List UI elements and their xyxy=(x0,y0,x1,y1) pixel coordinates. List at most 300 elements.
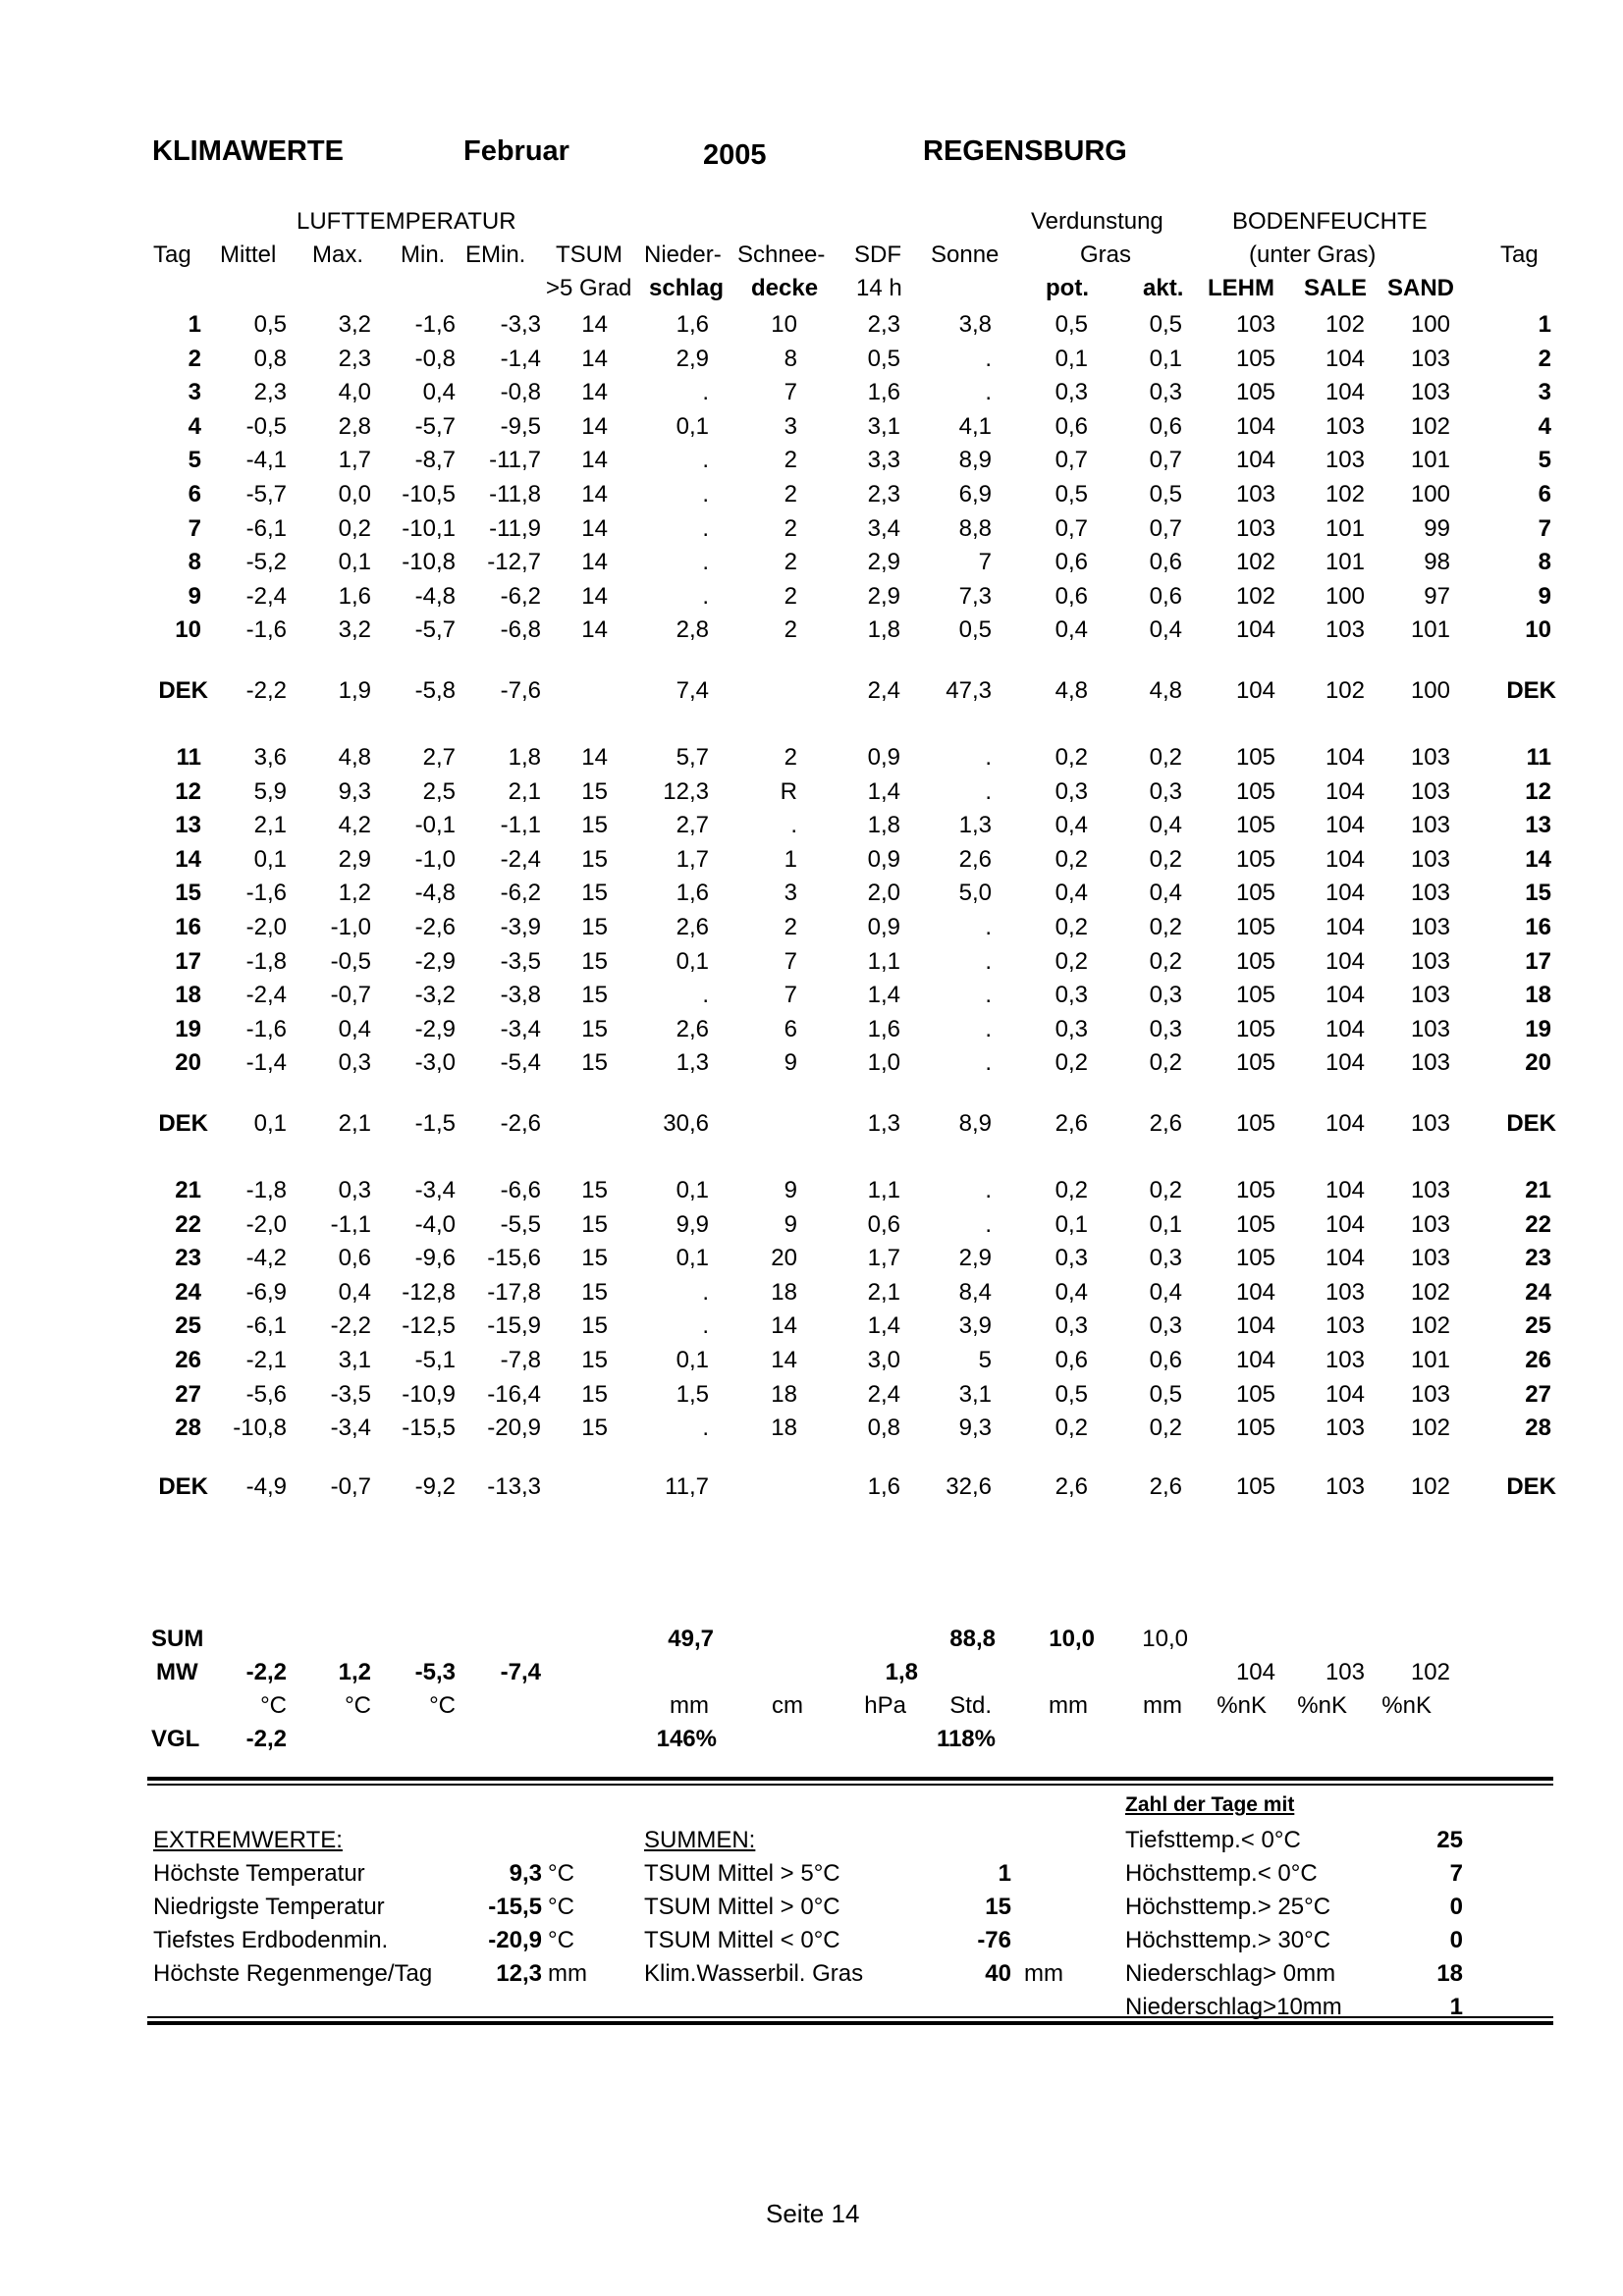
table-cell-lehm: 105 xyxy=(1235,1015,1275,1042)
table-cell-sand: 99 xyxy=(1424,514,1450,542)
table-cell-min: -12,8 xyxy=(402,1278,456,1306)
mw-sdf: 1,8 xyxy=(885,1659,918,1685)
header-pot: pot. xyxy=(1046,275,1089,301)
table-cell-sonne: . xyxy=(985,345,992,372)
table-cell-tag2: 21 xyxy=(1525,1177,1551,1203)
table-cell-lehm: 104 xyxy=(1235,1312,1275,1340)
unit-sand: %nK xyxy=(1381,1692,1432,1719)
table-cell-tag2: 24 xyxy=(1525,1278,1551,1306)
table-cell-schnee: 7 xyxy=(784,379,797,406)
doc-month: Februar xyxy=(463,135,569,167)
extreme-unit: °C xyxy=(548,1894,574,1920)
dekade-cell-tag2: DEK xyxy=(1506,1110,1556,1137)
header-lufttemperatur: LUFTTEMPERATUR xyxy=(297,208,516,235)
table-cell-sand: 101 xyxy=(1410,616,1450,644)
table-cell-min: -0,1 xyxy=(414,812,456,839)
table-cell-max: -2,2 xyxy=(330,1312,371,1340)
sum-item-label: Klim.Wasserbil. Gras xyxy=(644,1960,864,1987)
days-value: 0 xyxy=(1449,1894,1463,1920)
table-cell-tag2: 14 xyxy=(1525,845,1551,873)
mw-sale: 103 xyxy=(1325,1659,1365,1685)
table-cell-sale: 103 xyxy=(1325,447,1365,474)
table-cell-tsum: 15 xyxy=(581,982,608,1009)
table-cell-sale: 103 xyxy=(1325,1278,1365,1306)
table-cell-tsum: 15 xyxy=(581,1245,608,1272)
table-cell-sdf: 2,9 xyxy=(867,582,900,610)
table-cell-nieder: 0,1 xyxy=(676,1347,709,1373)
table-cell-emin: -3,3 xyxy=(500,311,541,338)
mw-min: -5,3 xyxy=(414,1659,456,1685)
table-cell-sale: 101 xyxy=(1325,514,1365,542)
table-cell-sale: 104 xyxy=(1325,845,1365,873)
table-cell-sand: 103 xyxy=(1410,947,1450,975)
table-cell-max: 3,1 xyxy=(338,1347,371,1373)
table-cell-lehm: 105 xyxy=(1235,1210,1275,1238)
dekade-cell-sdf: 1,3 xyxy=(867,1110,900,1137)
table-cell-sonne: 3,1 xyxy=(958,1380,992,1408)
table-cell-lehm: 104 xyxy=(1235,447,1275,474)
table-cell-tag: 13 xyxy=(175,812,201,839)
table-cell-emin: -1,1 xyxy=(500,812,541,839)
table-cell-akt: 0,2 xyxy=(1149,1049,1182,1077)
table-cell-akt: 0,3 xyxy=(1149,1245,1182,1272)
table-cell-max: 4,0 xyxy=(338,379,371,406)
table-cell-sonne: . xyxy=(985,947,992,975)
table-cell-tag: 2 xyxy=(188,345,201,372)
table-cell-tsum: 14 xyxy=(581,582,608,610)
extreme-unit: °C xyxy=(548,1860,574,1887)
table-cell-akt: 0,3 xyxy=(1149,379,1182,406)
table-cell-mittel: -0,5 xyxy=(245,412,287,440)
table-cell-akt: 0,4 xyxy=(1149,616,1182,644)
table-cell-sand: 103 xyxy=(1410,1049,1450,1077)
table-cell-tsum: 15 xyxy=(581,947,608,975)
table-cell-pot: 0,1 xyxy=(1055,1210,1088,1238)
table-cell-sdf: 1,7 xyxy=(867,1245,900,1272)
sum-item-value: 15 xyxy=(985,1894,1011,1920)
table-cell-mittel: -6,9 xyxy=(245,1278,287,1306)
header-sand: SAND xyxy=(1387,275,1455,301)
days-label: Niederschlag>10mm xyxy=(1125,1994,1342,2020)
table-cell-tsum: 14 xyxy=(581,345,608,372)
table-cell-sand: 103 xyxy=(1410,744,1450,771)
table-cell-max: 1,7 xyxy=(338,447,371,474)
table-cell-tag: 15 xyxy=(175,880,201,907)
table-cell-tag2: 22 xyxy=(1525,1210,1551,1238)
table-cell-mittel: -1,8 xyxy=(245,947,287,975)
table-cell-sdf: 0,9 xyxy=(867,845,900,873)
table-cell-schnee: 2 xyxy=(784,447,797,474)
vgl-mittel: -2,2 xyxy=(245,1726,287,1752)
table-cell-mittel: 2,3 xyxy=(253,379,287,406)
table-cell-tag2: 17 xyxy=(1525,947,1551,975)
table-cell-tsum: 14 xyxy=(581,481,608,507)
table-cell-min: 2,5 xyxy=(422,777,456,805)
table-cell-max: 9,3 xyxy=(338,777,371,805)
mw-emin: -7,4 xyxy=(500,1659,541,1685)
table-cell-sdf: 2,3 xyxy=(867,311,900,338)
table-cell-emin: -20,9 xyxy=(487,1415,541,1442)
table-cell-mittel: -1,8 xyxy=(245,1177,287,1203)
table-cell-schnee: 10 xyxy=(771,311,797,338)
table-cell-akt: 0,5 xyxy=(1149,481,1182,507)
table-cell-pot: 0,3 xyxy=(1055,1015,1088,1042)
table-cell-sand: 103 xyxy=(1410,1015,1450,1042)
table-cell-schnee: 2 xyxy=(784,514,797,542)
table-cell-nieder: . xyxy=(702,514,709,542)
table-cell-tsum: 14 xyxy=(581,549,608,576)
table-cell-sdf: 1,8 xyxy=(867,616,900,644)
table-cell-pot: 0,4 xyxy=(1055,1278,1088,1306)
mw-mittel: -2,2 xyxy=(245,1659,287,1685)
sum-item-value: -76 xyxy=(977,1927,1011,1953)
extreme-label: Höchste Temperatur xyxy=(153,1860,365,1887)
header-min: Min. xyxy=(401,241,446,268)
table-cell-sand: 98 xyxy=(1424,549,1450,576)
table-cell-emin: -7,8 xyxy=(500,1347,541,1373)
table-cell-tag2: 25 xyxy=(1525,1312,1551,1340)
table-cell-min: -2,9 xyxy=(414,947,456,975)
table-cell-sale: 104 xyxy=(1325,1210,1365,1238)
table-cell-lehm: 105 xyxy=(1235,1049,1275,1077)
table-cell-akt: 0,6 xyxy=(1149,1347,1182,1373)
table-cell-tag2: 11 xyxy=(1526,744,1551,771)
table-cell-emin: -1,4 xyxy=(500,345,541,372)
table-cell-schnee: 2 xyxy=(784,549,797,576)
table-cell-tag2: 10 xyxy=(1525,616,1551,644)
table-cell-sale: 104 xyxy=(1325,379,1365,406)
table-cell-tag: 19 xyxy=(175,1015,201,1042)
days-value: 7 xyxy=(1449,1860,1463,1887)
header-sonne: Sonne xyxy=(931,241,1000,268)
table-cell-sdf: 1,4 xyxy=(867,982,900,1009)
double-rule-bottom-a xyxy=(147,2016,1553,2018)
table-cell-sale: 104 xyxy=(1325,880,1365,907)
table-cell-akt: 0,5 xyxy=(1149,1380,1182,1408)
table-cell-mittel: -6,1 xyxy=(245,1312,287,1340)
table-cell-schnee: 8 xyxy=(784,345,797,372)
table-cell-sonne: . xyxy=(985,914,992,940)
table-cell-min: -3,4 xyxy=(414,1177,456,1203)
dekade-cell-mittel: -2,2 xyxy=(245,677,287,704)
table-cell-mittel: -2,4 xyxy=(245,982,287,1009)
table-cell-pot: 0,3 xyxy=(1055,1245,1088,1272)
double-rule-top-b xyxy=(147,1784,1553,1786)
extreme-value: 9,3 xyxy=(509,1860,542,1887)
unit-sdf: hPa xyxy=(864,1692,906,1719)
table-cell-sand: 100 xyxy=(1410,481,1450,507)
unit-sonne: Std. xyxy=(949,1692,992,1719)
table-cell-nieder: 1,3 xyxy=(676,1049,709,1077)
table-cell-min: 2,7 xyxy=(422,744,456,771)
table-cell-emin: -3,8 xyxy=(500,982,541,1009)
unit-nieder: mm xyxy=(670,1692,709,1719)
table-cell-tsum: 15 xyxy=(581,880,608,907)
table-cell-sonne: 4,1 xyxy=(958,412,992,440)
unit-min: °C xyxy=(429,1692,456,1719)
table-cell-pot: 0,6 xyxy=(1055,412,1088,440)
table-cell-schnee: 2 xyxy=(784,582,797,610)
table-cell-max: 3,2 xyxy=(338,311,371,338)
table-cell-mittel: -2,4 xyxy=(245,582,287,610)
mw-sand: 102 xyxy=(1410,1659,1450,1685)
doc-label: KLIMAWERTE xyxy=(152,135,344,167)
table-cell-nieder: . xyxy=(702,1415,709,1442)
table-cell-tag: 17 xyxy=(175,947,201,975)
table-cell-mittel: 3,6 xyxy=(253,744,287,771)
table-cell-mittel: -6,1 xyxy=(245,514,287,542)
table-cell-tsum: 14 xyxy=(581,616,608,644)
header-verdunstung: Verdunstung xyxy=(1031,208,1163,235)
table-cell-nieder: 0,1 xyxy=(676,1245,709,1272)
table-cell-schnee: 9 xyxy=(784,1177,797,1203)
table-cell-tag: 1 xyxy=(188,311,201,338)
sum-pot: 10,0 xyxy=(1049,1626,1095,1652)
table-cell-nieder: 12,3 xyxy=(663,777,709,805)
table-cell-tag: 3 xyxy=(188,379,201,406)
table-cell-sonne: 9,3 xyxy=(958,1415,992,1442)
table-cell-tag2: 20 xyxy=(1525,1049,1551,1077)
table-cell-schnee: . xyxy=(790,812,797,839)
dekade-cell-mittel: -4,9 xyxy=(245,1473,287,1500)
dekade-cell-akt: 2,6 xyxy=(1149,1473,1182,1500)
table-cell-tag2: 8 xyxy=(1538,549,1551,576)
table-cell-lehm: 105 xyxy=(1235,379,1275,406)
header-bodenfeuchte: BODENFEUCHTE xyxy=(1232,208,1428,235)
table-cell-sonne: 8,8 xyxy=(958,514,992,542)
table-cell-schnee: 20 xyxy=(771,1245,797,1272)
table-cell-akt: 0,6 xyxy=(1149,582,1182,610)
table-cell-akt: 0,2 xyxy=(1149,845,1182,873)
dekade-cell-tag2: DEK xyxy=(1506,677,1556,704)
table-cell-sand: 103 xyxy=(1410,1245,1450,1272)
table-cell-schnee: 6 xyxy=(784,1015,797,1042)
table-cell-emin: -6,2 xyxy=(500,582,541,610)
sum-akt: 10,0 xyxy=(1142,1626,1188,1652)
table-cell-lehm: 105 xyxy=(1235,845,1275,873)
table-cell-sand: 100 xyxy=(1410,311,1450,338)
table-cell-lehm: 102 xyxy=(1235,582,1275,610)
table-cell-tag2: 23 xyxy=(1525,1245,1551,1272)
table-cell-akt: 0,4 xyxy=(1149,1278,1182,1306)
table-cell-sand: 102 xyxy=(1410,1278,1450,1306)
table-cell-tag2: 26 xyxy=(1525,1347,1551,1373)
extreme-label: Tiefstes Erdbodenmin. xyxy=(153,1927,389,1953)
table-cell-lehm: 104 xyxy=(1235,1278,1275,1306)
table-cell-mittel: 0,8 xyxy=(253,345,287,372)
header-grad5: >5 Grad xyxy=(546,275,632,301)
sum-label: SUM xyxy=(151,1626,204,1652)
dekade-cell-lehm: 104 xyxy=(1235,677,1275,704)
table-cell-tsum: 15 xyxy=(581,845,608,873)
dekade-cell-sonne: 47,3 xyxy=(946,677,992,704)
table-cell-pot: 0,5 xyxy=(1055,481,1088,507)
sum-item-label: TSUM Mittel < 0°C xyxy=(644,1927,840,1953)
extreme-unit: °C xyxy=(548,1927,574,1953)
table-cell-mittel: -1,4 xyxy=(245,1049,287,1077)
table-cell-tsum: 15 xyxy=(581,914,608,940)
table-cell-pot: 0,2 xyxy=(1055,744,1088,771)
table-cell-max: 0,0 xyxy=(338,481,371,507)
dekade-cell-min: -5,8 xyxy=(414,677,456,704)
table-cell-schnee: 9 xyxy=(784,1049,797,1077)
table-cell-min: -9,6 xyxy=(414,1245,456,1272)
table-cell-emin: -3,4 xyxy=(500,1015,541,1042)
table-cell-mittel: -5,6 xyxy=(245,1380,287,1408)
table-cell-pot: 0,7 xyxy=(1055,447,1088,474)
table-cell-max: 0,2 xyxy=(338,514,371,542)
table-cell-sdf: 3,3 xyxy=(867,447,900,474)
table-cell-pot: 0,3 xyxy=(1055,1312,1088,1340)
dekade-cell-akt: 4,8 xyxy=(1149,677,1182,704)
header-akt: akt. xyxy=(1143,275,1184,301)
table-cell-tag2: 2 xyxy=(1538,345,1551,372)
table-cell-tsum: 15 xyxy=(581,1347,608,1373)
table-cell-akt: 0,3 xyxy=(1149,982,1182,1009)
table-cell-nieder: . xyxy=(702,379,709,406)
sum-item-label: TSUM Mittel > 5°C xyxy=(644,1860,840,1887)
dekade-cell-lehm: 105 xyxy=(1235,1110,1275,1137)
table-cell-mittel: -2,0 xyxy=(245,1210,287,1238)
header-gras: Gras xyxy=(1080,241,1132,268)
table-cell-sand: 103 xyxy=(1410,1380,1450,1408)
table-cell-lehm: 105 xyxy=(1235,345,1275,372)
table-cell-nieder: 5,7 xyxy=(676,744,709,771)
table-cell-min: -5,1 xyxy=(414,1347,456,1373)
table-cell-tag2: 7 xyxy=(1538,514,1551,542)
table-cell-lehm: 102 xyxy=(1235,549,1275,576)
table-cell-tsum: 14 xyxy=(581,379,608,406)
table-cell-lehm: 105 xyxy=(1235,1380,1275,1408)
table-cell-emin: 2,1 xyxy=(508,777,541,805)
table-cell-mittel: -2,1 xyxy=(245,1347,287,1373)
table-cell-pot: 0,3 xyxy=(1055,982,1088,1009)
table-cell-tag2: 3 xyxy=(1538,379,1551,406)
table-cell-mittel: -4,1 xyxy=(245,447,287,474)
table-cell-schnee: 2 xyxy=(784,744,797,771)
table-cell-sonne: 7 xyxy=(978,549,992,576)
table-cell-schnee: 14 xyxy=(771,1312,797,1340)
table-cell-nieder: 1,5 xyxy=(676,1380,709,1408)
table-cell-emin: -6,8 xyxy=(500,616,541,644)
table-cell-sale: 103 xyxy=(1325,1312,1365,1340)
header-schlag: schlag xyxy=(649,275,725,301)
table-cell-sale: 102 xyxy=(1325,481,1365,507)
table-cell-sonne: . xyxy=(985,1177,992,1203)
table-cell-tag: 25 xyxy=(175,1312,201,1340)
extreme-value: 12,3 xyxy=(496,1960,542,1987)
table-cell-max: 0,4 xyxy=(338,1015,371,1042)
table-cell-schnee: 18 xyxy=(771,1380,797,1408)
table-cell-schnee: 2 xyxy=(784,481,797,507)
table-cell-schnee: 2 xyxy=(784,914,797,940)
extreme-value: -15,5 xyxy=(488,1894,542,1920)
table-cell-tag2: 13 xyxy=(1525,812,1551,839)
table-cell-mittel: -5,2 xyxy=(245,549,287,576)
table-cell-pot: 0,2 xyxy=(1055,845,1088,873)
sum-sonne: 88,8 xyxy=(949,1626,996,1652)
table-cell-sale: 103 xyxy=(1325,412,1365,440)
table-cell-sand: 103 xyxy=(1410,1177,1450,1203)
table-cell-tag: 9 xyxy=(188,582,201,610)
header-unter-gras: (unter Gras) xyxy=(1249,241,1377,268)
table-cell-tag2: 1 xyxy=(1538,311,1551,338)
table-cell-tag: 20 xyxy=(175,1049,201,1077)
table-cell-pot: 0,7 xyxy=(1055,514,1088,542)
table-cell-akt: 0,2 xyxy=(1149,1177,1182,1203)
table-cell-tag2: 12 xyxy=(1525,777,1551,805)
table-cell-emin: -12,7 xyxy=(487,549,541,576)
dekade-cell-tag: DEK xyxy=(158,1110,208,1137)
table-cell-mittel: 2,1 xyxy=(253,812,287,839)
table-cell-schnee: 2 xyxy=(784,616,797,644)
table-cell-pot: 0,6 xyxy=(1055,549,1088,576)
table-cell-min: -1,0 xyxy=(414,845,456,873)
table-cell-sonne: 0,5 xyxy=(958,616,992,644)
table-cell-sand: 102 xyxy=(1410,1312,1450,1340)
header-nieder: Nieder- xyxy=(644,241,722,268)
table-cell-lehm: 103 xyxy=(1235,481,1275,507)
table-cell-sand: 103 xyxy=(1410,880,1450,907)
table-cell-sand: 102 xyxy=(1410,412,1450,440)
table-cell-sonne: . xyxy=(985,1049,992,1077)
table-cell-max: -0,7 xyxy=(330,982,371,1009)
table-cell-akt: 0,2 xyxy=(1149,914,1182,940)
table-cell-sale: 104 xyxy=(1325,744,1365,771)
table-cell-sonne: 5 xyxy=(978,1347,992,1373)
table-cell-lehm: 105 xyxy=(1235,947,1275,975)
table-cell-tag: 21 xyxy=(175,1177,201,1203)
dekade-cell-sdf: 1,6 xyxy=(867,1473,900,1500)
unit-lehm: %nK xyxy=(1217,1692,1267,1719)
days-value: 1 xyxy=(1449,1994,1463,2020)
table-cell-max: 0,6 xyxy=(338,1245,371,1272)
table-cell-pot: 0,4 xyxy=(1055,880,1088,907)
table-cell-max: 4,8 xyxy=(338,744,371,771)
table-cell-nieder: . xyxy=(702,481,709,507)
sum-item-label: TSUM Mittel > 0°C xyxy=(644,1894,840,1920)
table-cell-nieder: 1,6 xyxy=(676,880,709,907)
table-cell-max: 2,8 xyxy=(338,412,371,440)
table-cell-sonne: 2,6 xyxy=(958,845,992,873)
table-cell-akt: 0,6 xyxy=(1149,549,1182,576)
table-cell-mittel: 0,1 xyxy=(253,845,287,873)
table-cell-sale: 104 xyxy=(1325,777,1365,805)
table-cell-emin: -0,8 xyxy=(500,379,541,406)
table-cell-sonne: 6,9 xyxy=(958,481,992,507)
table-cell-akt: 0,5 xyxy=(1149,311,1182,338)
vgl-sonne: 118% xyxy=(936,1726,996,1752)
table-cell-emin: -9,5 xyxy=(500,412,541,440)
table-cell-sand: 103 xyxy=(1410,379,1450,406)
table-cell-akt: 0,1 xyxy=(1149,1210,1182,1238)
days-value: 25 xyxy=(1436,1827,1463,1853)
table-cell-tag2: 18 xyxy=(1525,982,1551,1009)
table-cell-sdf: 0,9 xyxy=(867,744,900,771)
table-cell-sdf: 2,1 xyxy=(867,1278,900,1306)
table-cell-sdf: 0,9 xyxy=(867,914,900,940)
table-cell-tsum: 14 xyxy=(581,744,608,771)
table-cell-sdf: 2,4 xyxy=(867,1380,900,1408)
table-cell-pot: 0,3 xyxy=(1055,777,1088,805)
table-cell-nieder: 1,7 xyxy=(676,845,709,873)
table-cell-max: 2,9 xyxy=(338,845,371,873)
table-cell-schnee: 18 xyxy=(771,1278,797,1306)
header-14h: 14 h xyxy=(856,275,902,301)
sums-heading: SUMMEN: xyxy=(644,1827,756,1853)
table-cell-pot: 0,1 xyxy=(1055,345,1088,372)
table-cell-akt: 0,3 xyxy=(1149,1015,1182,1042)
